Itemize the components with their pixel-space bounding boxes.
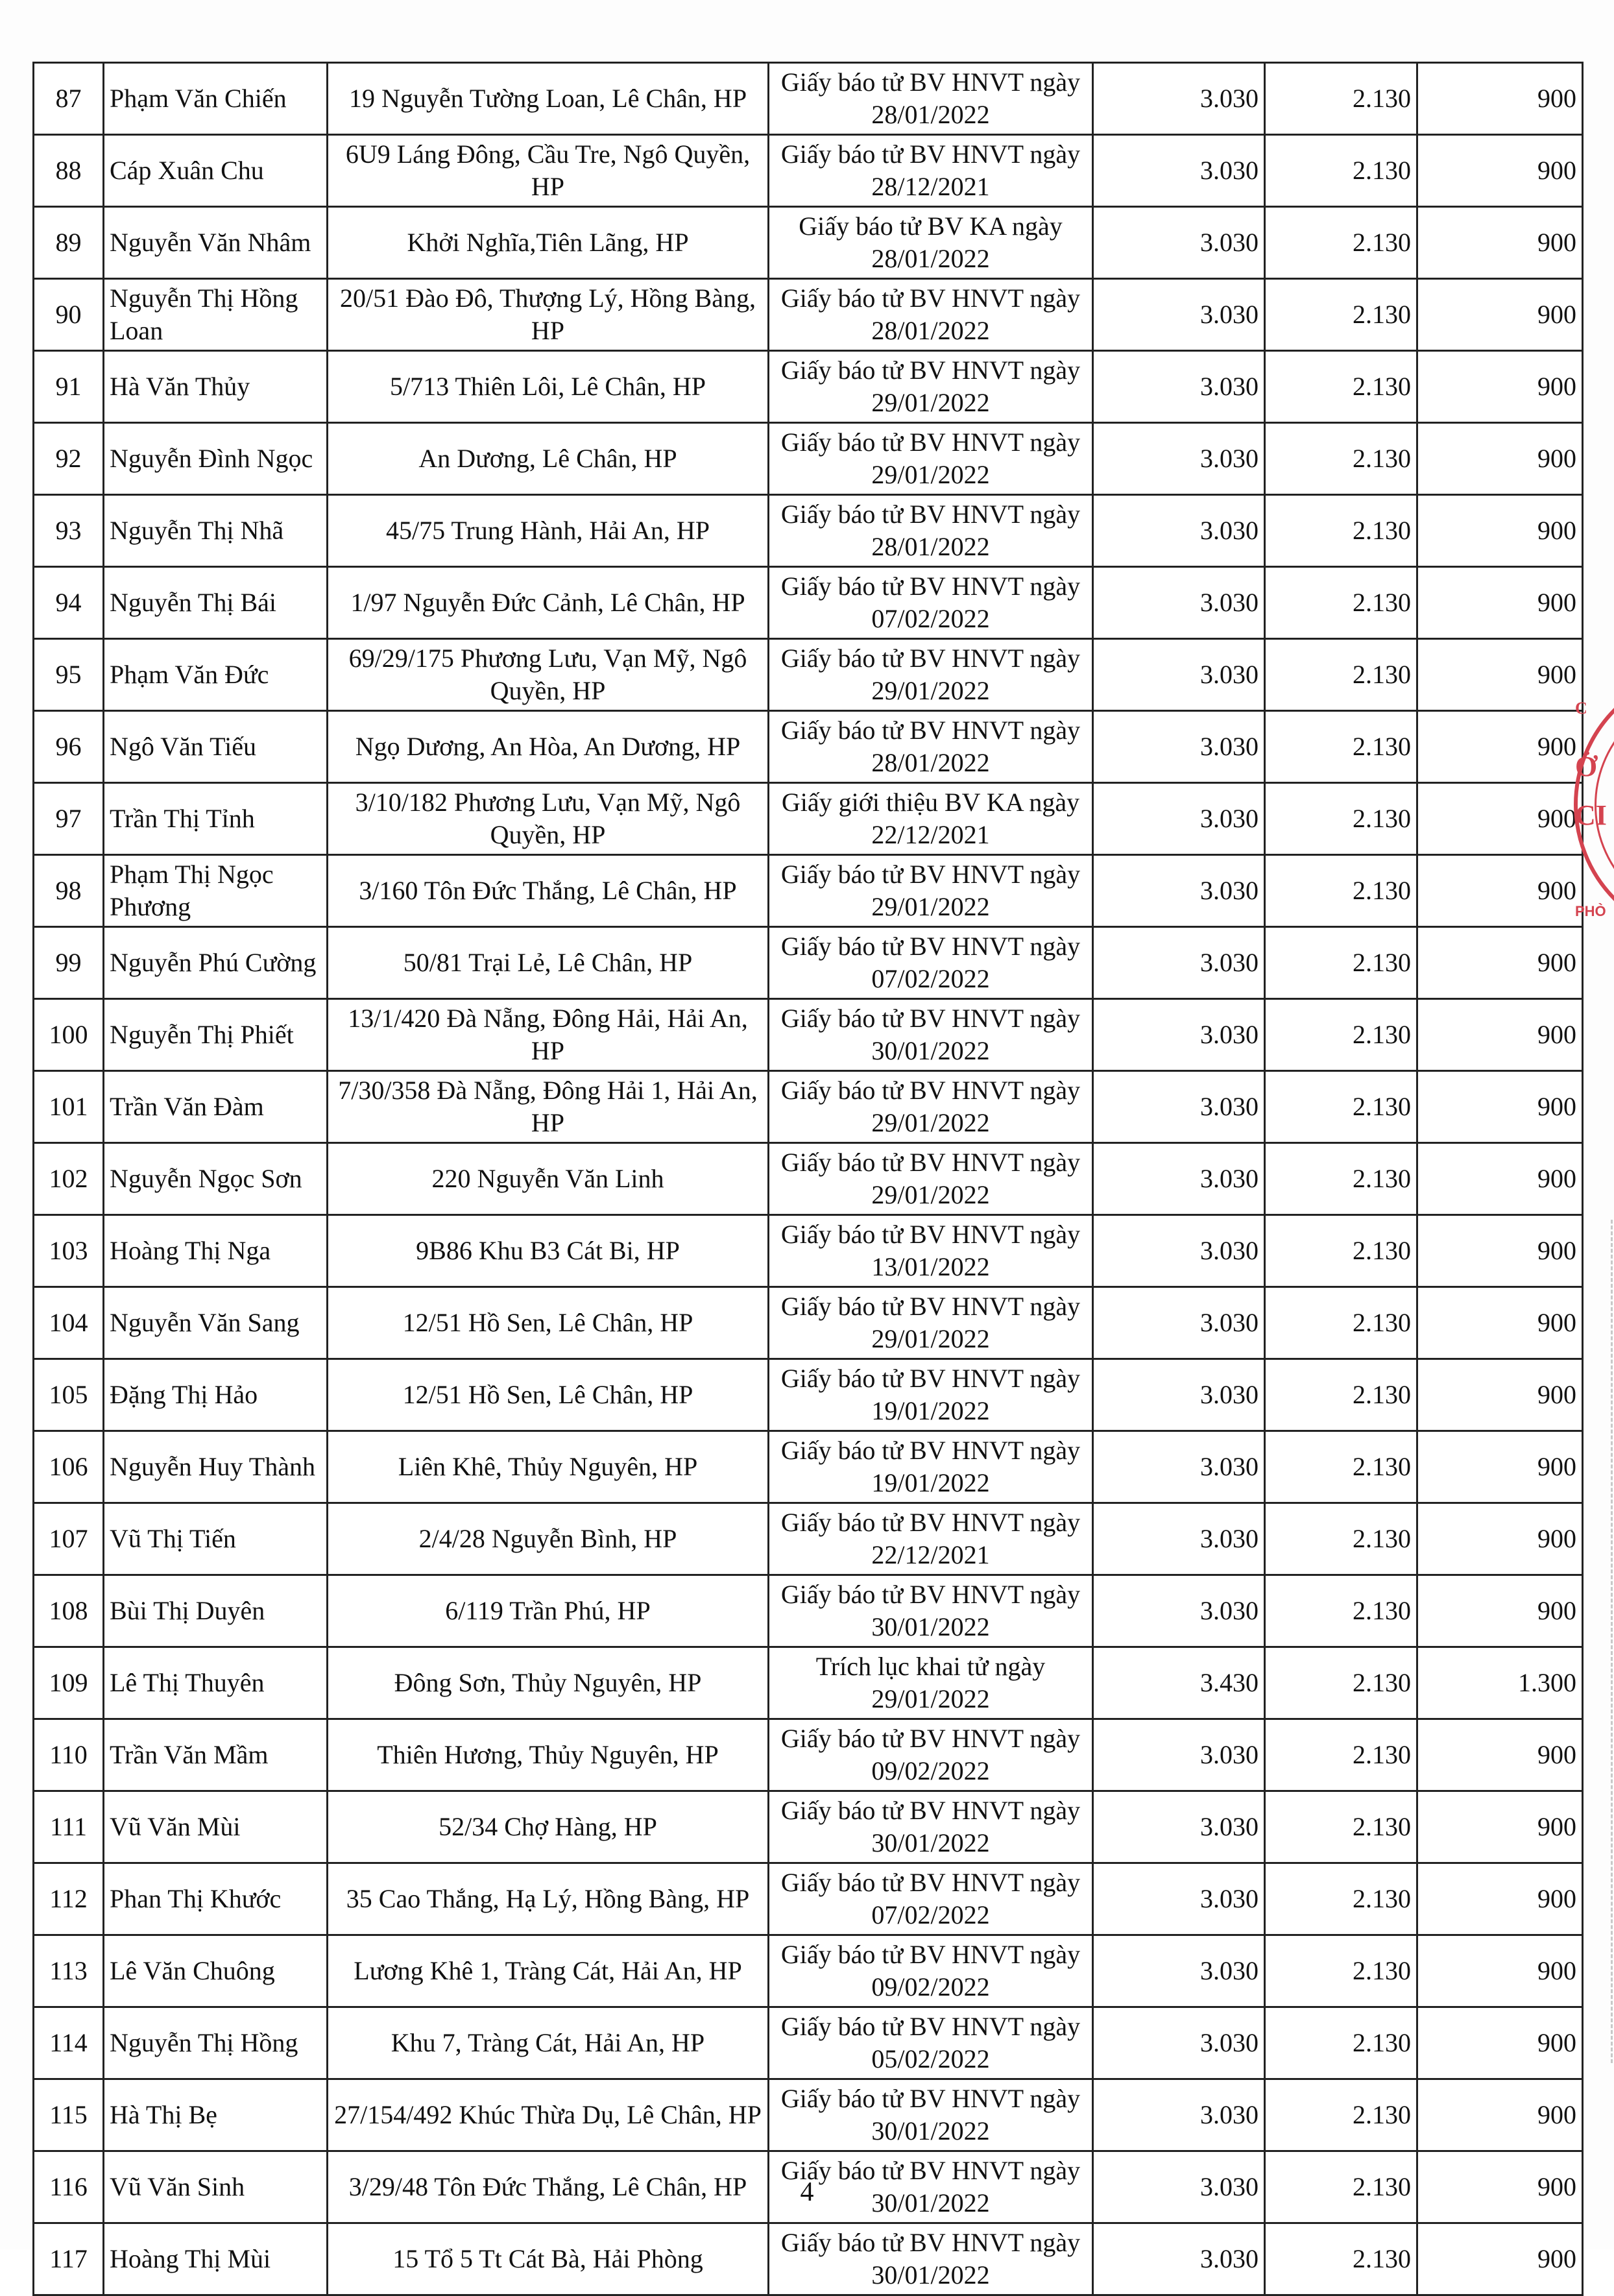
cell-amount-part-1: 2.130: [1265, 351, 1417, 423]
cell-full-name: Nguyễn Thị Bái: [104, 567, 328, 639]
cell-full-name: Nguyễn Ngọc Sơn: [104, 1143, 328, 1215]
cell-address: 6/119 Trần Phú, HP: [328, 1575, 769, 1647]
cell-death-document: Giấy báo tử BV HNVT ngày 07/02/2022: [769, 567, 1093, 639]
table-row: [34, 1575, 1583, 1647]
cell-amount-total: 3.030: [1093, 1143, 1265, 1215]
cell-row-number: 91: [34, 351, 104, 423]
cell-row-number: 110: [34, 1719, 104, 1791]
cell-amount-total: 3.030: [1093, 2079, 1265, 2151]
cell-address: 9B86 Khu B3 Cát Bi, HP: [328, 1215, 769, 1287]
cell-address: Liên Khê, Thủy Nguyên, HP: [328, 1431, 769, 1503]
cell-amount-total: 3.030: [1093, 207, 1265, 279]
cell-amount-total: 3.030: [1093, 783, 1265, 855]
cell-row-number: 106: [34, 1431, 104, 1503]
table-row: [34, 63, 1583, 135]
cell-full-name: Trần Thị Tỉnh: [104, 783, 328, 855]
cell-address: 20/51 Đào Đô, Thượng Lý, Hồng Bàng, HP: [328, 279, 769, 351]
cell-address: 69/29/175 Phương Lưu, Vạn Mỹ, Ngô Quyền, HP: [328, 639, 769, 711]
cell-amount-total: 3.030: [1093, 855, 1265, 927]
cell-row-number: 89: [34, 207, 104, 279]
cell-amount-part-1: 2.130: [1265, 2079, 1417, 2151]
cell-full-name: Phạm Thị Ngọc Phương: [104, 855, 328, 927]
cell-row-number: 116: [34, 2151, 104, 2223]
cell-amount-part-2: 900: [1417, 1863, 1583, 1935]
cell-amount-total: 3.030: [1093, 1071, 1265, 1143]
cell-amount-total: 3.030: [1093, 999, 1265, 1071]
cell-row-number: 100: [34, 999, 104, 1071]
cell-death-document: Giấy báo tử BV HNVT ngày 29/01/2022: [769, 1287, 1093, 1359]
cell-full-name: Nguyễn Thị Hồng: [104, 2007, 328, 2079]
cell-amount-part-2: 900: [1417, 2007, 1583, 2079]
cell-full-name: Hà Văn Thủy: [104, 351, 328, 423]
cell-full-name: Nguyễn Thị Phiết: [104, 999, 328, 1071]
cell-amount-part-2: 900: [1417, 1215, 1583, 1287]
cell-amount-part-1: 2.130: [1265, 1935, 1417, 2007]
cell-full-name: Nguyễn Huy Thành: [104, 1431, 328, 1503]
cell-amount-part-1: 2.130: [1265, 495, 1417, 567]
cell-amount-part-2: 900: [1417, 999, 1583, 1071]
cell-row-number: 105: [34, 1359, 104, 1431]
cell-row-number: 117: [34, 2223, 104, 2295]
table-row: [34, 1863, 1583, 1935]
cell-death-document: Giấy báo tử BV HNVT ngày 30/01/2022: [769, 1575, 1093, 1647]
table-row: [34, 1935, 1583, 2007]
cell-amount-part-2: 900: [1417, 855, 1583, 927]
cell-amount-part-2: 900: [1417, 1071, 1583, 1143]
cell-row-number: 107: [34, 1503, 104, 1575]
cell-amount-part-1: 2.130: [1265, 1215, 1417, 1287]
cell-row-number: 88: [34, 135, 104, 207]
cell-amount-total: 3.030: [1093, 423, 1265, 495]
cell-address: 5/713 Thiên Lôi, Lê Chân, HP: [328, 351, 769, 423]
cell-row-number: 93: [34, 495, 104, 567]
table-row: [34, 1359, 1583, 1431]
cell-amount-total: 3.030: [1093, 639, 1265, 711]
cell-row-number: 104: [34, 1287, 104, 1359]
cell-row-number: 112: [34, 1863, 104, 1935]
cell-address: Ngọ Dương, An Hòa, An Dương, HP: [328, 711, 769, 783]
cell-address: 7/30/358 Đà Nẵng, Đông Hải 1, Hải An, HP: [328, 1071, 769, 1143]
stamp-text-c: C: [1575, 699, 1587, 718]
cell-amount-total: 3.030: [1093, 711, 1265, 783]
cell-death-document: Giấy báo tử BV HNVT ngày 05/02/2022: [769, 2007, 1093, 2079]
cell-amount-part-1: 2.130: [1265, 1575, 1417, 1647]
cell-death-document: Giấy báo tử BV HNVT ngày 29/01/2022: [769, 639, 1093, 711]
cell-full-name: Ngô Văn Tiếu: [104, 711, 328, 783]
cell-death-document: Giấy báo tử BV HNVT ngày 07/02/2022: [769, 1863, 1093, 1935]
cell-row-number: 102: [34, 1143, 104, 1215]
table-row: [34, 927, 1583, 999]
cell-amount-total: 3.030: [1093, 2223, 1265, 2295]
cell-amount-part-1: 2.130: [1265, 135, 1417, 207]
cell-amount-part-2: 900: [1417, 2151, 1583, 2223]
cell-death-document: Giấy báo tử BV HNVT ngày 09/02/2022: [769, 1935, 1093, 2007]
cell-full-name: Hoàng Thị Nga: [104, 1215, 328, 1287]
cell-full-name: Hoàng Thị Mùi: [104, 2223, 328, 2295]
cell-death-document: Giấy báo tử BV HNVT ngày 29/01/2022: [769, 351, 1093, 423]
cell-address: 12/51 Hồ Sen, Lê Chân, HP: [328, 1287, 769, 1359]
cell-death-document: Giấy báo tử BV HNVT ngày 09/02/2022: [769, 1719, 1093, 1791]
cell-full-name: Trần Văn Mầm: [104, 1719, 328, 1791]
cell-amount-part-1: 2.130: [1265, 1863, 1417, 1935]
table-row: [34, 999, 1583, 1071]
cell-amount-part-1: 2.130: [1265, 1647, 1417, 1719]
cell-amount-total: 3.030: [1093, 1935, 1265, 2007]
cell-amount-total: 3.030: [1093, 1359, 1265, 1431]
cell-amount-part-1: 2.130: [1265, 711, 1417, 783]
table-row: [34, 1143, 1583, 1215]
cell-amount-total: 3.030: [1093, 1863, 1265, 1935]
table-row: [34, 855, 1583, 927]
table-row: [34, 1215, 1583, 1287]
cell-full-name: Lê Thị Thuyên: [104, 1647, 328, 1719]
cell-amount-part-1: 2.130: [1265, 783, 1417, 855]
cell-amount-part-2: 900: [1417, 207, 1583, 279]
cell-amount-part-1: 2.130: [1265, 1503, 1417, 1575]
cell-amount-part-2: 1.300: [1417, 1647, 1583, 1719]
table-row: [34, 639, 1583, 711]
cell-address: 13/1/420 Đà Nẵng, Đông Hải, Hải An, HP: [328, 999, 769, 1071]
cell-address: 3/29/48 Tôn Đức Thắng, Lê Chân, HP: [328, 2151, 769, 2223]
cell-amount-part-2: 900: [1417, 783, 1583, 855]
cell-full-name: Vũ Văn Sinh: [104, 2151, 328, 2223]
cell-amount-part-2: 900: [1417, 1935, 1583, 2007]
cell-amount-part-1: 2.130: [1265, 999, 1417, 1071]
cell-address: 3/10/182 Phương Lưu, Vạn Mỹ, Ngô Quyền, HP: [328, 783, 769, 855]
cell-row-number: 101: [34, 1071, 104, 1143]
cell-address: 19 Nguyễn Tường Loan, Lê Chân, HP: [328, 63, 769, 135]
table-row: [34, 567, 1583, 639]
cell-death-document: Giấy báo tử BV HNVT ngày 29/01/2022: [769, 1143, 1093, 1215]
cell-address: 1/97 Nguyễn Đức Cảnh, Lê Chân, HP: [328, 567, 769, 639]
cell-row-number: 90: [34, 279, 104, 351]
cell-amount-part-2: 900: [1417, 711, 1583, 783]
cell-death-document: Trích lục khai tử ngày 29/01/2022: [769, 1647, 1093, 1719]
payment-table: [32, 62, 1584, 2296]
cell-address: 6U9 Láng Đông, Cầu Tre, Ngô Quyền, HP: [328, 135, 769, 207]
cell-address: 52/34 Chợ Hàng, HP: [328, 1791, 769, 1863]
cell-amount-part-2: 900: [1417, 135, 1583, 207]
cell-amount-part-2: 900: [1417, 63, 1583, 135]
cell-address: 220 Nguyễn Văn Linh: [328, 1143, 769, 1215]
cell-amount-total: 3.030: [1093, 2007, 1265, 2079]
table-row: [34, 1071, 1583, 1143]
cell-full-name: Nguyễn Văn Sang: [104, 1287, 328, 1359]
cell-amount-part-2: 900: [1417, 639, 1583, 711]
cell-row-number: 103: [34, 1215, 104, 1287]
cell-full-name: Hà Thị Bẹ: [104, 2079, 328, 2151]
cell-amount-part-1: 2.130: [1265, 927, 1417, 999]
cell-death-document: Giấy báo tử BV HNVT ngày 30/01/2022: [769, 1791, 1093, 1863]
cell-death-document: Giấy báo tử BV HNVT ngày 28/01/2022: [769, 711, 1093, 783]
cell-death-document: Giấy báo tử BV HNVT ngày 19/01/2022: [769, 1359, 1093, 1431]
cell-address: 27/154/492 Khúc Thừa Dụ, Lê Chân, HP: [328, 2079, 769, 2151]
cell-row-number: 113: [34, 1935, 104, 2007]
cell-death-document: Giấy báo tử BV HNVT ngày 07/02/2022: [769, 927, 1093, 999]
cell-full-name: Vũ Văn Mùi: [104, 1791, 328, 1863]
cell-amount-part-2: 900: [1417, 1359, 1583, 1431]
table-body: [34, 63, 1583, 2295]
cell-amount-total: 3.030: [1093, 1791, 1265, 1863]
cell-full-name: Phạm Văn Chiến: [104, 63, 328, 135]
cell-death-document: Giấy báo tử BV HNVT ngày 30/01/2022: [769, 2223, 1093, 2295]
cell-address: 3/160 Tôn Đức Thắng, Lê Chân, HP: [328, 855, 769, 927]
cell-address: 35 Cao Thắng, Hạ Lý, Hồng Bàng, HP: [328, 1863, 769, 1935]
cell-death-document: Giấy báo tử BV HNVT ngày 22/12/2021: [769, 1503, 1093, 1575]
cell-amount-total: 3.030: [1093, 1287, 1265, 1359]
cell-amount-part-2: 900: [1417, 1287, 1583, 1359]
cell-amount-part-1: 2.130: [1265, 63, 1417, 135]
red-seal-stamp: [1569, 668, 1614, 960]
cell-amount-part-1: 2.130: [1265, 855, 1417, 927]
cell-death-document: Giấy báo tử BV HNVT ngày 19/01/2022: [769, 1431, 1093, 1503]
cell-amount-part-2: 900: [1417, 1431, 1583, 1503]
cell-death-document: Giấy báo tử BV HNVT ngày 28/01/2022: [769, 63, 1093, 135]
cell-address: Lương Khê 1, Tràng Cát, Hải An, HP: [328, 1935, 769, 2007]
cell-death-document: Giấy báo tử BV HNVT ngày 28/01/2022: [769, 279, 1093, 351]
table-row: [34, 1719, 1583, 1791]
stamp-text-so: Ở: [1575, 751, 1598, 782]
cell-death-document: Giấy báo tử BV HNVT ngày 29/01/2022: [769, 423, 1093, 495]
table-row: [34, 1431, 1583, 1503]
cell-full-name: Cáp Xuân Chu: [104, 135, 328, 207]
cell-amount-part-1: 2.130: [1265, 567, 1417, 639]
table-row: [34, 207, 1583, 279]
table-row: [34, 1647, 1583, 1719]
table-row: [34, 2079, 1583, 2151]
cell-amount-part-2: 900: [1417, 2079, 1583, 2151]
cell-amount-part-1: 2.130: [1265, 2007, 1417, 2079]
cell-amount-total: 3.030: [1093, 2151, 1265, 2223]
cell-amount-total: 3.030: [1093, 1575, 1265, 1647]
table-row: [34, 1503, 1583, 1575]
cell-full-name: Nguyễn Đình Ngọc: [104, 423, 328, 495]
cell-death-document: Giấy báo tử BV HNVT ngày 29/01/2022: [769, 855, 1093, 927]
cell-address: 12/51 Hồ Sen, Lê Chân, HP: [328, 1359, 769, 1431]
cell-full-name: Nguyễn Văn Nhâm: [104, 207, 328, 279]
cell-death-document: Giấy báo tử BV HNVT ngày 30/01/2022: [769, 2079, 1093, 2151]
cell-death-document: Giấy báo tử BV HNVT ngày 30/01/2022: [769, 999, 1093, 1071]
cell-full-name: Nguyễn Thị Nhã: [104, 495, 328, 567]
cell-amount-total: 3.030: [1093, 1719, 1265, 1791]
cell-death-document: Giấy báo tử BV HNVT ngày 28/01/2022: [769, 495, 1093, 567]
table-row: [34, 1287, 1583, 1359]
cell-amount-total: 3.030: [1093, 495, 1265, 567]
cell-amount-part-2: 900: [1417, 423, 1583, 495]
cell-death-document: Giấy báo tử BV HNVT ngày 29/01/2022: [769, 1071, 1093, 1143]
cell-amount-part-1: 2.130: [1265, 1791, 1417, 1863]
cell-full-name: Vũ Thị Tiến: [104, 1503, 328, 1575]
cell-amount-total: 3.030: [1093, 1215, 1265, 1287]
cell-row-number: 109: [34, 1647, 104, 1719]
cell-death-document: Giấy giới thiệu BV KA ngày 22/12/2021: [769, 783, 1093, 855]
cell-full-name: Phan Thị Khước: [104, 1863, 328, 1935]
cell-row-number: 111: [34, 1791, 104, 1863]
cell-row-number: 96: [34, 711, 104, 783]
cell-amount-part-1: 2.130: [1265, 1431, 1417, 1503]
cell-amount-part-1: 2.130: [1265, 279, 1417, 351]
cell-amount-total: 3.030: [1093, 135, 1265, 207]
cell-amount-total: 3.030: [1093, 351, 1265, 423]
cell-full-name: Nguyễn Thị Hồng Loan: [104, 279, 328, 351]
cell-death-document: Giấy báo tử BV HNVT ngày 28/12/2021: [769, 135, 1093, 207]
cell-amount-total: 3.430: [1093, 1647, 1265, 1719]
cell-row-number: 114: [34, 2007, 104, 2079]
cell-full-name: Trần Văn Đàm: [104, 1071, 328, 1143]
cell-amount-part-2: 900: [1417, 495, 1583, 567]
cell-amount-total: 3.030: [1093, 63, 1265, 135]
cell-row-number: 94: [34, 567, 104, 639]
table-row: [34, 351, 1583, 423]
cell-row-number: 98: [34, 855, 104, 927]
cell-full-name: Phạm Văn Đức: [104, 639, 328, 711]
cell-row-number: 115: [34, 2079, 104, 2151]
cell-amount-part-1: 2.130: [1265, 639, 1417, 711]
cell-full-name: Nguyễn Phú Cường: [104, 927, 328, 999]
cell-row-number: 99: [34, 927, 104, 999]
stamp-text-ch: CI: [1575, 799, 1607, 831]
cell-full-name: Đặng Thị Hảo: [104, 1359, 328, 1431]
cell-address: Khởi Nghĩa,Tiên Lãng, HP: [328, 207, 769, 279]
cell-amount-part-1: 2.130: [1265, 1359, 1417, 1431]
table-row: [34, 279, 1583, 351]
cell-row-number: 87: [34, 63, 104, 135]
cell-amount-part-2: 900: [1417, 1503, 1583, 1575]
cell-address: Khu 7, Tràng Cát, Hải An, HP: [328, 2007, 769, 2079]
table-row: [34, 423, 1583, 495]
cell-amount-part-1: 2.130: [1265, 207, 1417, 279]
cell-amount-total: 3.030: [1093, 567, 1265, 639]
table-row: [34, 783, 1583, 855]
table-row: [34, 2223, 1583, 2295]
cell-address: Đông Sơn, Thủy Nguyên, HP: [328, 1647, 769, 1719]
cell-amount-part-2: 900: [1417, 279, 1583, 351]
cell-amount-part-2: 900: [1417, 927, 1583, 999]
cell-address: An Dương, Lê Chân, HP: [328, 423, 769, 495]
cell-address: Thiên Hương, Thủy Nguyên, HP: [328, 1719, 769, 1791]
scan-edge-marks: [1604, 1220, 1613, 2063]
cell-row-number: 92: [34, 423, 104, 495]
table-row: [34, 2007, 1583, 2079]
cell-amount-part-1: 2.130: [1265, 2223, 1417, 2295]
cell-amount-part-1: 2.130: [1265, 1143, 1417, 1215]
cell-death-document: Giấy báo tử BV HNVT ngày 13/01/2022: [769, 1215, 1093, 1287]
cell-death-document: Giấy báo tử BV HNVT ngày 30/01/2022: [769, 2151, 1093, 2223]
page-number: 4: [800, 2177, 814, 2207]
cell-amount-part-1: 2.130: [1265, 1719, 1417, 1791]
cell-amount-part-2: 900: [1417, 1719, 1583, 1791]
cell-amount-part-2: 900: [1417, 351, 1583, 423]
cell-amount-total: 3.030: [1093, 1431, 1265, 1503]
cell-amount-part-2: 900: [1417, 1575, 1583, 1647]
cell-address: 15 Tổ 5 Tt Cát Bà, Hải Phòng: [328, 2223, 769, 2295]
cell-amount-part-2: 900: [1417, 2223, 1583, 2295]
cell-amount-part-1: 2.130: [1265, 1287, 1417, 1359]
cell-address: 45/75 Trung Hành, Hải An, HP: [328, 495, 769, 567]
cell-row-number: 97: [34, 783, 104, 855]
cell-amount-part-2: 900: [1417, 1143, 1583, 1215]
cell-row-number: 95: [34, 639, 104, 711]
table-row: [34, 495, 1583, 567]
cell-row-number: 108: [34, 1575, 104, 1647]
cell-death-document: Giấy báo tử BV KA ngày 28/01/2022: [769, 207, 1093, 279]
cell-amount-total: 3.030: [1093, 927, 1265, 999]
cell-amount-part-1: 2.130: [1265, 2151, 1417, 2223]
cell-amount-part-2: 900: [1417, 1791, 1583, 1863]
cell-amount-part-1: 2.130: [1265, 423, 1417, 495]
cell-full-name: Bùi Thị Duyên: [104, 1575, 328, 1647]
cell-full-name: Lê Văn Chuông: [104, 1935, 328, 2007]
table-row: [34, 135, 1583, 207]
cell-amount-total: 3.030: [1093, 1503, 1265, 1575]
cell-amount-part-2: 900: [1417, 567, 1583, 639]
cell-amount-part-1: 2.130: [1265, 1071, 1417, 1143]
stamp-text-pho: PHÒ: [1575, 903, 1606, 919]
cell-address: 2/4/28 Nguyễn Bình, HP: [328, 1503, 769, 1575]
cell-amount-total: 3.030: [1093, 279, 1265, 351]
table-row: [34, 1791, 1583, 1863]
table-row: [34, 711, 1583, 783]
cell-address: 50/81 Trại Lẻ, Lê Chân, HP: [328, 927, 769, 999]
